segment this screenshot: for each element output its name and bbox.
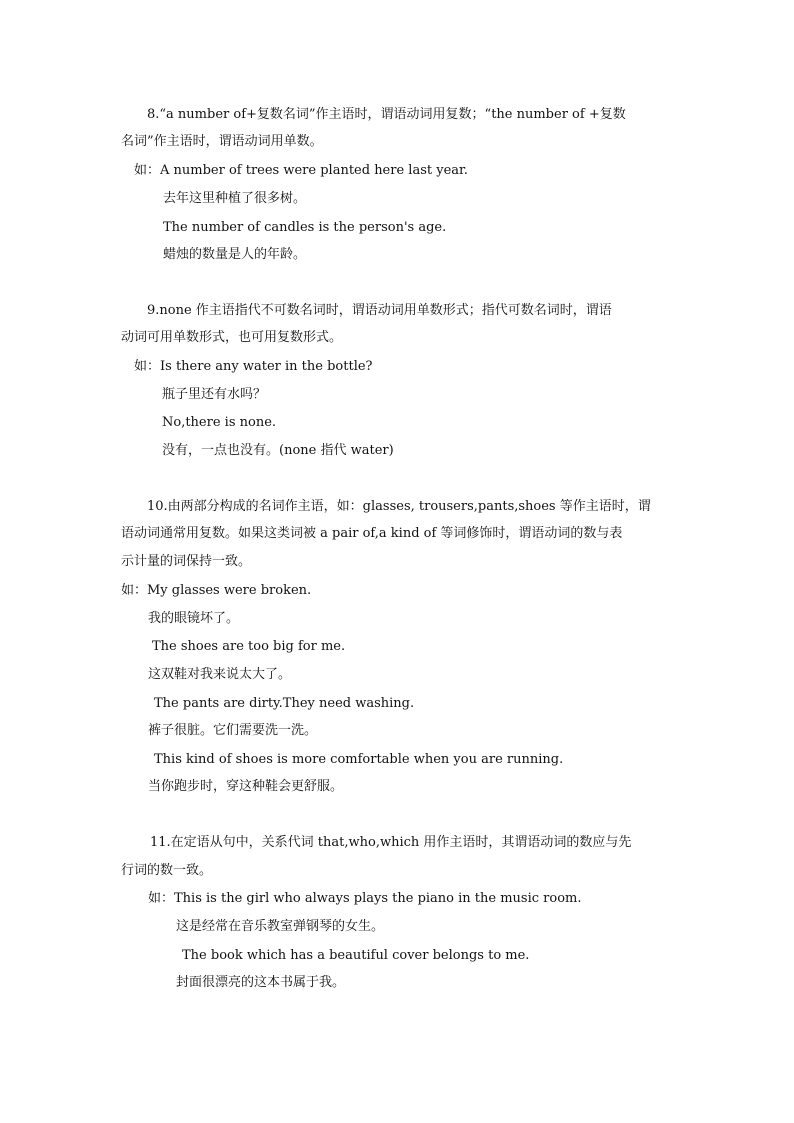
example-8-2: 去年这里种植了很多树。 — [163, 191, 307, 206]
rule-10-line-2: 语动词通常用复数。如果这类词被 a pair of,a kind of 等词修饰时，谓语动词的数与表 — [121, 526, 623, 541]
rule-8-line-2: 名词”作主语时，谓语动词用单数。 — [121, 134, 323, 149]
example-10-2: 我的眼镜坏了。 — [148, 611, 240, 626]
example-9-2: 瓶子里还有水吗？ — [162, 387, 267, 402]
example-8-1: 如：A number of trees were planted here last year. — [134, 163, 468, 178]
example-9-1: 如：Is there any water in the bottle? — [134, 359, 373, 374]
rule-10-line-3: 示计量的词保持一致。 — [121, 554, 252, 569]
example-10-8: 当你跑步时，穿这种鞋会更舒服。 — [148, 779, 344, 794]
example-10-4: 这双鞋对我来说太大了。 — [148, 667, 292, 682]
example-11-2: 这是经常在音乐教室弹钢琴的女生。 — [176, 919, 385, 934]
example-10-7: This kind of shoes is more comfortable when you are running. — [154, 752, 564, 767]
example-11-3: The book which has a beautiful cover belongs to me. — [182, 948, 530, 963]
example-11-4: 封面很漂亮的这本书属于我。 — [176, 975, 346, 990]
rule-11-line-2: 行词的数一致。 — [121, 863, 213, 878]
example-9-3: No,there is none. — [162, 415, 277, 430]
rule-11-line-1: 11.在定语从句中，关系代词 that,who,which 用作主语时，其谓语动词的数应与先 — [150, 835, 632, 850]
example-10-3: The shoes are too big for me. — [152, 639, 346, 654]
example-11-1: 如：This is the girl who always plays the piano in the music room. — [148, 891, 582, 906]
example-10-6: 裤子很脏。它们需要洗一洗。 — [148, 723, 318, 738]
example-9-4: 没有，一点也没有。(none 指代 water) — [162, 443, 394, 458]
rule-8-line-1: 8.“a number of+复数名词”作主语时，谓语动词用复数；“the number of +复数 — [147, 107, 626, 122]
example-8-3: The number of candles is the person's age. — [163, 220, 447, 235]
rule-9-line-2: 动词可用单数形式，也可用复数形式。 — [121, 330, 343, 345]
rule-10-line-1: 10.由两部分构成的名词作主语，如：glasses, trousers,pants,shoes 等作主语时，谓 — [147, 499, 651, 514]
example-8-4: 蜡烛的数量是人的年龄。 — [163, 247, 307, 262]
example-10-5: The pants are dirty.They need washing. — [154, 696, 415, 711]
rule-9-line-1: 9.none 作主语指代不可数名词时，谓语动词用单数形式；指代可数名词时，谓语 — [147, 303, 612, 318]
example-10-1: 如：My glasses were broken. — [121, 583, 312, 598]
